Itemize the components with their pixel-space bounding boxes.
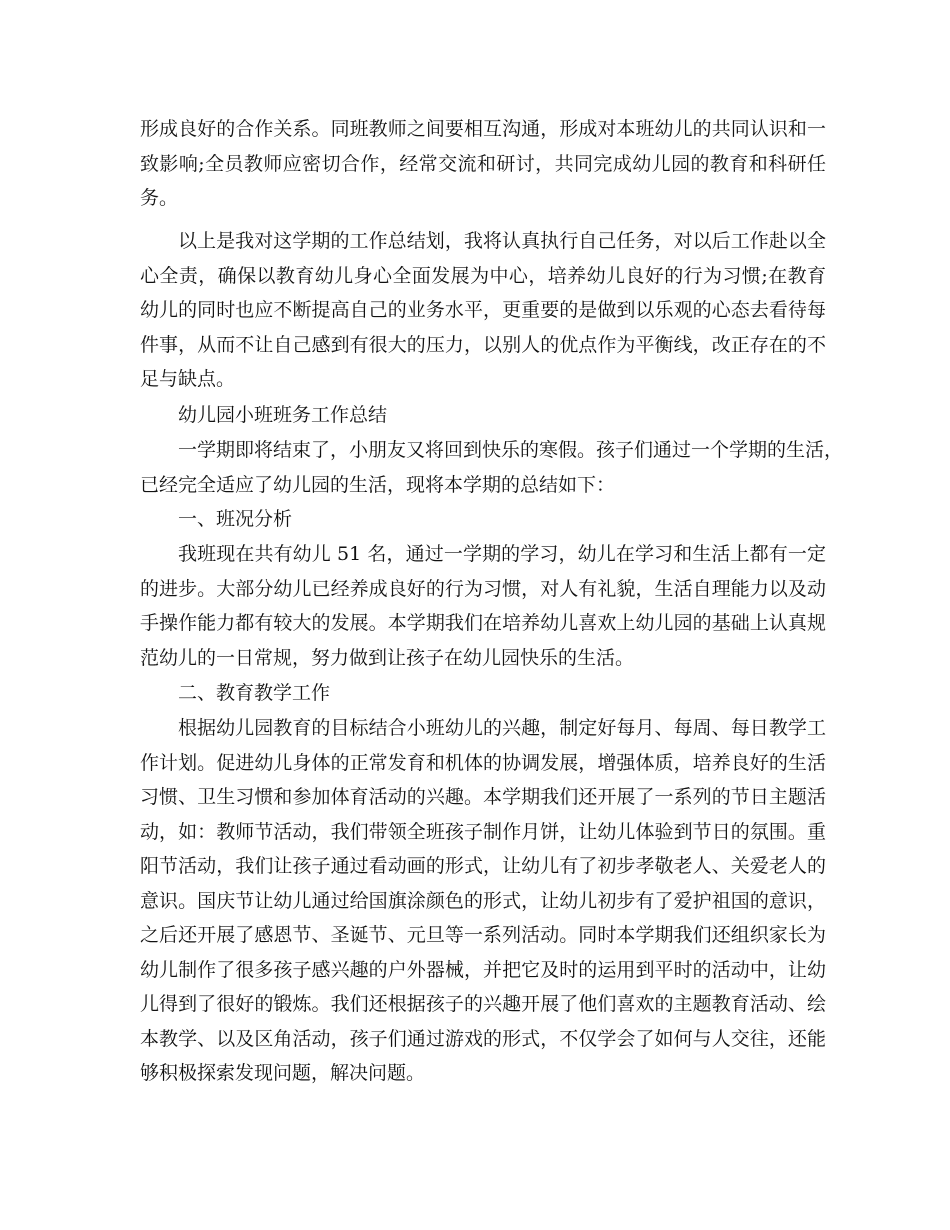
text-line: 务。 [140, 187, 179, 209]
text-line: 习惯、卫生习惯和参加体育活动的兴趣。本学期我们还开展了一系列的节日主题活 [140, 786, 826, 808]
text-line: 件事，从而不让自己感到有很大的压力，以别人的优点作为平衡线，改正存在的不 [140, 333, 826, 356]
paragraph-intro [140, 433, 844, 502]
text-line: 幼儿制作了很多孩子感兴趣的户外器械，并把它及时的运用到平时的活动中，让幼 [140, 958, 826, 981]
text-line: 根据幼儿园教育的目标结合小班幼儿的兴趣，制定好每月、每周、每日教学工 [178, 717, 826, 739]
subsection-heading-education [140, 676, 826, 711]
paragraph-collaboration [140, 112, 826, 216]
text-line: 致影响;全员教师应密切合作，经常交流和研讨，共同完成幼儿园的教育和科研任 [140, 152, 826, 175]
text-line: 范幼儿的一日常规，努力做到让孩子在幼儿园快乐的生活。 [140, 646, 635, 669]
paragraph-class-analysis [140, 537, 826, 675]
text-line: 已经完全适应了幼儿园的生活，现将本学期的总结如下： [140, 473, 616, 496]
heading-text: 二、教育教学工作 [178, 682, 331, 704]
text-line: 手操作能力都有较大的发展。本学期我们在培养幼儿喜欢上幼儿园的基础上认真规 [140, 612, 826, 634]
heading-text: 幼儿园小班班务工作总结 [178, 404, 388, 426]
text-line: 够积极探索发现问题，解决问题。 [140, 1062, 426, 1084]
text-line: 足与缺点。 [140, 368, 236, 390]
text-line: 以上是我对这学期的工作总结划，我将认真执行自己任务，对以后工作赴以全 [178, 230, 826, 252]
paragraph-education-work [140, 711, 826, 1091]
text-line: 形成良好的合作关系。同班教师之间要相互沟通，形成对本班幼儿的共同认识和一 [140, 118, 826, 140]
text-line: 之后还开展了感恩节、圣诞节、元旦等一系列活动。同时本学期我们还组织家长为 [140, 924, 826, 946]
text-line: 本教学、以及区角活动，孩子们通过游戏的形式，不仅学会了如何与人交往，还能 [140, 1027, 826, 1050]
text-line: 阳节活动，我们让孩子通过看动画的形式，让幼儿有了初步孝敬老人、关爱老人的 [140, 855, 826, 877]
text-line: 的进步。大部分幼儿已经养成良好的行为习惯，对人有礼貌，生活自理能力以及动 [140, 577, 826, 600]
text-line: 心全责，确保以教育幼儿身心全面发展为中心，培养幼儿良好的行为习惯;在教育 [140, 264, 826, 287]
section-title [140, 398, 826, 433]
text-line: 意识。国庆节让幼儿通过给国旗涂颜色的形式，让幼儿初步有了爱护祖国的意识， [140, 889, 826, 912]
text-line: 作计划。促进幼儿身体的正常发育和机体的协调发展，增强体质，培养良好的生活 [140, 751, 826, 774]
heading-text: 一、班况分析 [178, 508, 293, 530]
text-line: 儿得到了很好的锻炼。我们还根据孩子的兴趣开展了他们喜欢的主题教育活动、绘 [140, 993, 826, 1015]
subsection-heading-class-analysis [140, 502, 826, 537]
text-line: 动，如：教师节活动，我们带领全班孩子制作月饼，让幼儿体验到节日的氛围。重 [140, 820, 826, 843]
text-line: 我班现在共有幼儿 51 名，通过一学期的学习，幼儿在学习和生活上都有一定 [178, 543, 826, 565]
paragraph-summary-conclusion [140, 224, 826, 397]
text-line: 幼儿的同时也应不断提高自己的业务水平，更重要的是做到以乐观的心态去看待每 [140, 299, 826, 321]
text-line: 一学期即将结束了，小朋友又将回到快乐的寒假。孩子们通过一个学期的生活， [178, 439, 844, 461]
